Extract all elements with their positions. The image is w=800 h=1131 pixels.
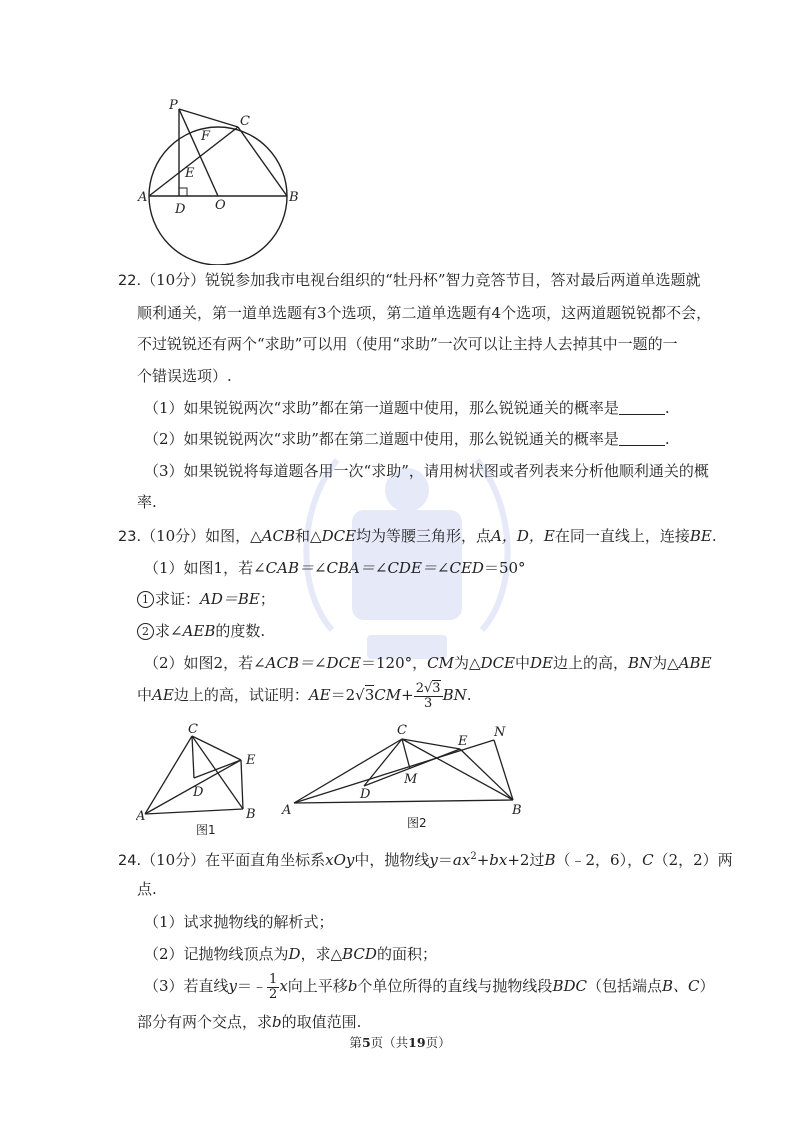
label-b: B xyxy=(289,190,299,205)
fig2-label-d: D xyxy=(360,787,371,802)
q24-sub3: （3）若直线y＝﹣ $\frac{1}{2}$ x向上平移b个单位所得的直线与抛物线段BDC（包括端点B、C） xyxy=(144,971,715,1002)
fig2-label-b: B xyxy=(512,803,522,818)
fig2-label-m: M xyxy=(404,772,418,787)
label-a: A xyxy=(138,190,148,205)
total-pages: 19 xyxy=(408,1035,426,1050)
figure-2 xyxy=(280,720,535,838)
q24-sub3-line2: 部分有两个交点，求b的取值范围. xyxy=(137,1013,362,1031)
label-d: D xyxy=(175,202,186,217)
figure-1 xyxy=(136,722,266,840)
fraction-2sqrt3-over-3: $\frac{2√3}{3}$ xyxy=(415,680,441,711)
fig2-label-c: C xyxy=(397,723,407,738)
q23-part2-formula: 中AE边上的高，试证明：AE＝2√3CM+ $\frac{2√3}{3}$ BN. xyxy=(137,680,472,711)
q22-line4: 个错误选项）. xyxy=(137,367,232,385)
page-number: 5 xyxy=(361,1035,371,1050)
label-e: E xyxy=(185,166,195,181)
page-footer: 第5页（共19页） xyxy=(349,1035,451,1050)
q23-part2: （2）如图2，若∠ACB＝∠DCE＝120°，CM为△DCE中DE边上的高，BN为△ABE xyxy=(144,654,712,672)
fig1-label-d: D xyxy=(193,785,204,800)
q22-line1: 22.（10分）锐锐参加我市电视台组织的“牡丹杯”智力竞答节目，答对最后两道单选题就 xyxy=(118,271,701,289)
fraction-one-half: $\frac{1}{2}$ xyxy=(269,971,278,1002)
q22-sub2: （2）如果锐锐两次“求助”都在第二道题中使用，那么锐锐通关的概率是 . xyxy=(144,430,670,448)
q24-sub1: （1）试求抛物线的解析式； xyxy=(144,913,334,931)
q23-part1: （1）如图1，若∠CAB＝∠CBA＝∠CDE＝∠CED＝50° xyxy=(144,559,526,577)
fig1-label-c: C xyxy=(188,722,198,737)
circled-number-1: 1 xyxy=(137,591,154,608)
q23-part1-item1: 1 求证：AD＝BE； xyxy=(137,588,275,610)
answer-blank-2[interactable] xyxy=(619,431,665,446)
circled-number-2: 2 xyxy=(137,623,154,640)
answer-blank-1[interactable] xyxy=(619,400,665,415)
fig2-label-n: N xyxy=(494,725,506,740)
fig2-label-e: E xyxy=(458,734,468,749)
fig1-label-e: E xyxy=(246,753,256,768)
fig2-label-a: A xyxy=(282,803,292,818)
fig2-caption: 图2 xyxy=(407,816,427,830)
q24-sub2: （2）记抛物线顶点为D，求△BCD的面积； xyxy=(144,945,437,963)
label-o: O xyxy=(215,198,226,213)
q24-line1: 24.（10分）在平面直角坐标系xOy中，抛物线$y=ax^2+bx+2$过B（﹣2，6），C（2，2）两 xyxy=(118,851,733,869)
label-f: F xyxy=(201,129,211,144)
fig1-label-b: B xyxy=(246,807,256,822)
label-p: P xyxy=(169,98,178,113)
q22-sub3-line2: 率. xyxy=(137,493,157,511)
q22-line3: 不过锐锐还有两个“求助”可以用（使用“求助”一次可以让主持人去掉其中一题的一 xyxy=(137,335,678,353)
q22-sub3-line1: （3）如果锐锐将每道题各用一次“求助”，请用树状图或者列表来分析他顺利通关的概 xyxy=(144,462,709,480)
fig1-label-a: A xyxy=(136,809,146,824)
q24-line2: 点. xyxy=(137,880,157,898)
q22-sub1: （1）如果锐锐两次“求助”都在第一道题中使用，那么锐锐通关的概率是 . xyxy=(144,399,670,417)
figure-circle-diagram xyxy=(135,95,305,265)
q23-part1-item2: 2 求∠AEB的度数. xyxy=(137,620,265,642)
q23-intro: 23.（10分）如图，△ACB和△DCE均为等腰三角形，点A，D，E在同一直线上，连接BE. xyxy=(118,527,717,545)
fig1-caption: 图1 xyxy=(196,823,216,837)
q22-line2: 顺利通关，第一道单选题有3个选项，第二道单选题有4个选项，这两道题锐锐都不会， xyxy=(137,304,712,322)
label-c: C xyxy=(240,114,250,129)
